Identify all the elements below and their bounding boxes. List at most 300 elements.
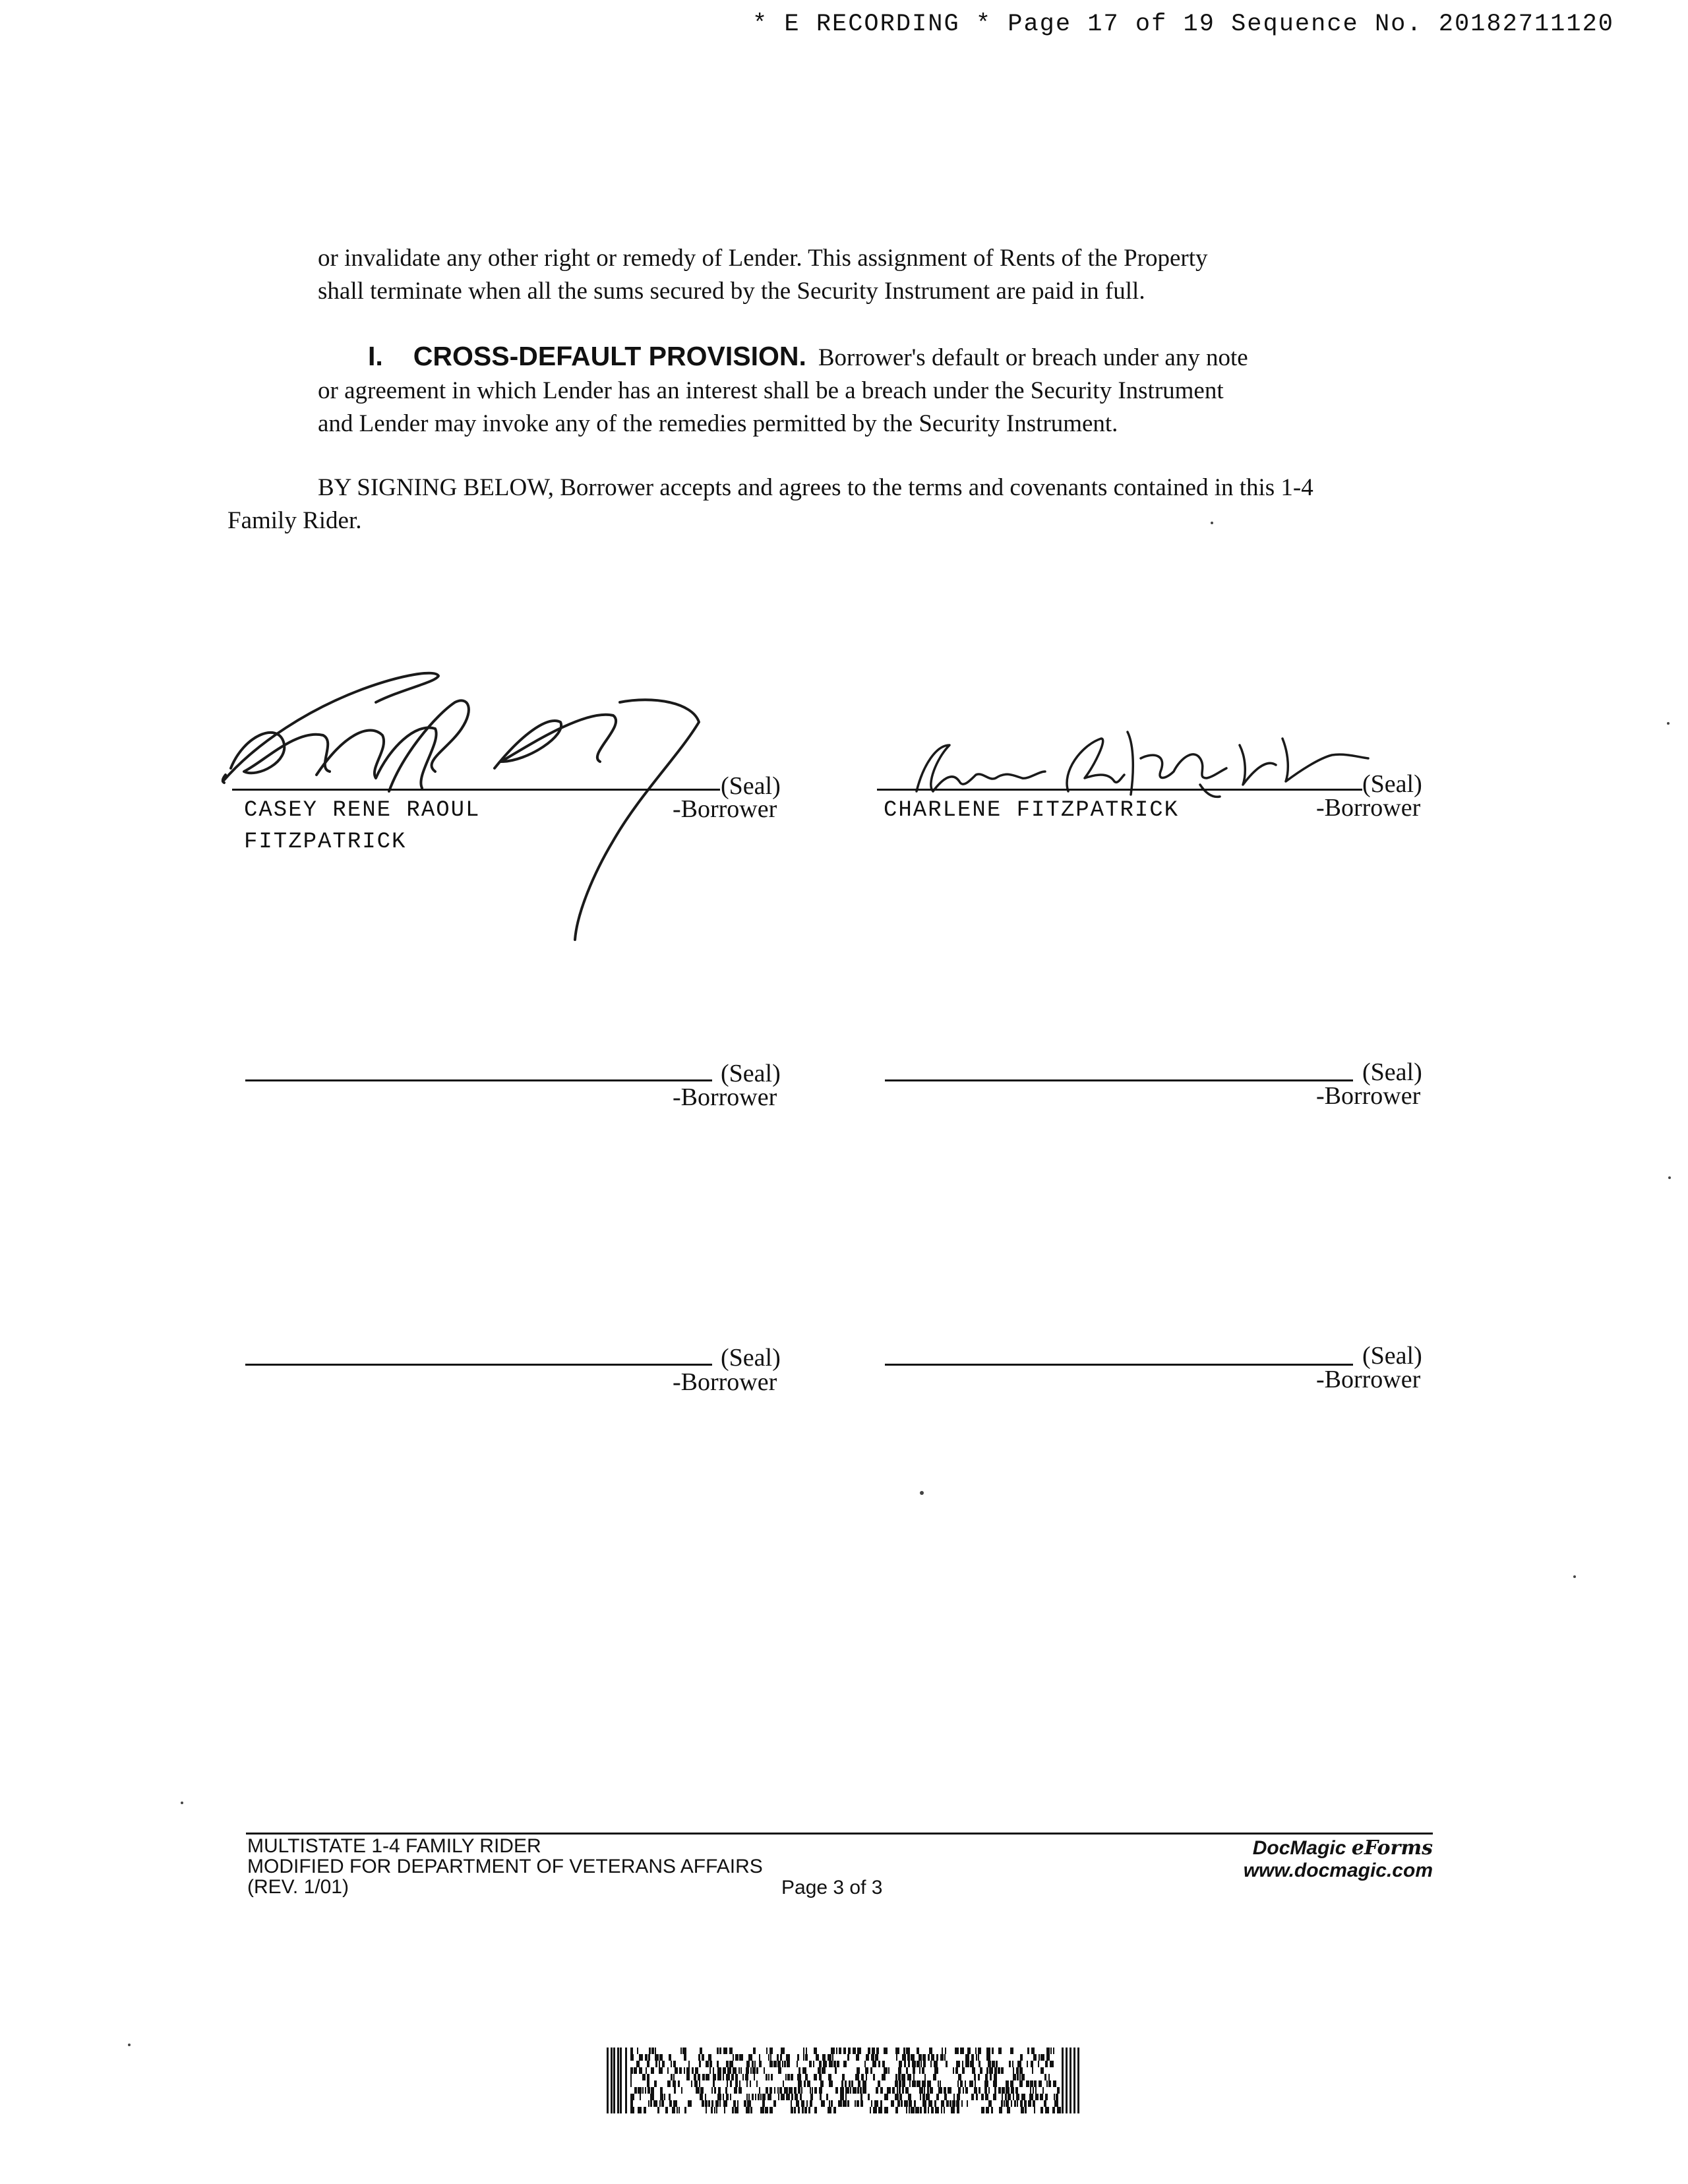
barcode-bar [880,2087,883,2094]
barcode-bar [1016,2067,1019,2074]
barcode-bar [795,2094,798,2100]
barcode-bar [851,2080,853,2087]
signer-name-line: FITZPATRICK [244,830,407,855]
barcode-bar [950,2100,951,2107]
barcode-bar [803,2048,804,2054]
barcode-bar [843,2048,846,2054]
barcode-bar [944,2107,945,2113]
barcode-bar [1017,2061,1021,2067]
barcode-bar [671,2061,672,2067]
barcode-bar [766,2087,768,2094]
barcode-bar [797,2061,798,2067]
barcode-bar [1044,2074,1046,2080]
barcode-bar [661,2100,664,2107]
barcode-bar [920,2061,922,2067]
barcode-bar [882,2074,886,2080]
barcode-bar [686,2067,690,2074]
barcode-bar [1070,2048,1071,2113]
barcode-bar [862,2080,866,2087]
barcode-bar [902,2080,905,2087]
barcode-bar [740,2067,742,2074]
barcode-bar [684,2067,685,2074]
barcode-bar [1006,2100,1009,2107]
barcode-bar [746,2061,750,2067]
barcode-bar [674,2087,676,2094]
seal-label: (Seal) [721,772,781,800]
paragraph-line: Borrower's default or breach under any note [818,344,1248,371]
barcode-bar [805,2074,808,2080]
barcode-bar [892,2087,895,2094]
barcode-bar [965,2054,969,2061]
barcode-bar [907,2074,911,2080]
barcode-bar [679,2067,682,2074]
barcode-bar [924,2107,926,2113]
barcode-bar [928,2100,932,2107]
barcode-bar [642,2087,644,2094]
barcode-bar [896,2054,897,2061]
barcode-bar [655,2054,659,2061]
barcode-bar [822,2067,826,2074]
barcode-bar [804,2080,806,2087]
barcode-bar [864,2061,866,2067]
barcode-bar [874,2100,878,2107]
barcode-bar [1048,2080,1051,2087]
barcode-bar [777,2087,779,2094]
barcode-bar [638,2087,642,2094]
barcode-bar [768,2074,769,2080]
barcode-bar [718,2087,721,2094]
barcode-bar [1024,2100,1027,2107]
barcode-bar [684,2054,686,2061]
barcode-bar [944,2094,947,2100]
barcode-bar [810,2087,811,2094]
barcode-bar [700,2094,703,2100]
barcode-bar [998,2087,1001,2094]
barcode-bar [750,2080,751,2087]
barcode-bar [895,2074,897,2080]
barcode-bar [791,2107,793,2113]
barcode-bar [1017,2074,1019,2080]
barcode-bar [940,2054,944,2061]
barcode-bar [765,2107,768,2113]
paragraph-line: BY SIGNING BELOW, Borrower accepts and agrees to the terms and covenants contained in this 1-4 [318,474,1313,501]
barcode-bar [831,2048,835,2054]
barcode-bar [837,2061,839,2067]
barcode-bar [785,2074,787,2080]
barcode-bar [809,2061,812,2067]
barcode-bar [813,2061,814,2067]
barcode-bar [805,2054,808,2061]
document-barcode [607,2048,1081,2113]
barcode-bar [816,2054,819,2061]
barcode-bar [791,2074,793,2080]
barcode-bar [784,2061,786,2067]
barcode-bar [1053,2080,1056,2087]
barcode-bar [673,2074,675,2080]
barcode-bar [747,2100,751,2107]
barcode-bar [647,2061,649,2067]
borrower-label: -Borrower [1316,794,1421,822]
barcode-bar [933,2074,936,2080]
seal-label: (Seal) [1362,1058,1422,1086]
barcode-bar [955,2067,958,2074]
barcode-bar [647,2080,649,2087]
barcode-bar [715,2100,719,2107]
barcode-bar [709,2061,712,2067]
barcode-bar [645,2054,648,2061]
barcode-bar [723,2094,724,2100]
barcode-bar [920,2107,922,2113]
barcode-bar [1013,2094,1014,2100]
barcode-bar [951,2107,955,2113]
barcode-bar [1019,2080,1023,2087]
barcode-bar [856,2054,859,2061]
barcode-bar [659,2061,660,2067]
barcode-bar [965,2061,969,2067]
barcode-bar [735,2054,738,2061]
barcode-bar [917,2080,920,2087]
barcode-bar [988,2087,990,2094]
page-number: Page 3 of 3 [781,1877,883,1898]
barcode-bar [956,2100,959,2107]
barcode-bar [650,2100,652,2107]
barcode-bar [726,2094,729,2100]
barcode-bar [754,2074,755,2080]
barcode-bar [922,2094,925,2100]
barcode-bar [706,2074,709,2080]
barcode-bar [1054,2094,1055,2100]
barcode-bar [906,2107,907,2113]
barcode-bar [1027,2048,1029,2054]
barcode-bar [914,2100,916,2107]
barcode-bar [711,2087,713,2094]
barcode-bar [730,2080,732,2087]
brand-suffix: eForms [1351,1836,1433,1860]
barcode-bar [808,2107,810,2113]
barcode-bar [989,2067,993,2074]
barcode-bar [978,2048,981,2054]
barcode-bar [733,2067,737,2074]
barcode-bar [706,2107,707,2113]
recording-header: * E RECORDING * Page 17 of 19 Sequence No. 20182711120 [752,11,1614,38]
barcode-bar [870,2107,871,2113]
barcode-bar [1011,2087,1014,2094]
barcode-bar [702,2054,704,2061]
barcode-bar [850,2087,851,2094]
barcode-bar [860,2094,862,2100]
seal-label: (Seal) [721,1060,781,1087]
barcode-bar [922,2067,924,2074]
barcode-bar [814,2087,817,2094]
barcode-bar [1053,2048,1054,2054]
barcode-bar [688,2061,690,2067]
barcode-bar [960,2048,964,2054]
barcode-bar [993,2080,997,2087]
barcode-bar [640,2094,641,2100]
barcode-bar [899,2080,901,2087]
barcode-bar [699,2061,701,2067]
barcode-bar [686,2074,690,2080]
barcode-bar [769,2061,773,2067]
barcode-bar [901,2074,905,2080]
barcode-bar [1021,2094,1025,2100]
barcode-bar [860,2100,863,2107]
barcode-bar [727,2067,731,2074]
barcode-bar [904,2100,908,2107]
barcode-bar [717,2061,719,2067]
barcode-bar [902,2087,904,2094]
barcode-bar [984,2087,987,2094]
barcode-bar [739,2054,743,2061]
barcode-bar [723,2048,727,2054]
barcode-bar [662,2061,665,2067]
barcode-bar [957,2094,960,2100]
barcode-bar [634,2087,637,2094]
barcode-bar [957,2080,959,2087]
barcode-bar [908,2061,910,2067]
barcode-bar [787,2061,790,2067]
barcode-bar [1007,2107,1010,2113]
barcode-bar [934,2100,936,2107]
barcode-bar [961,2100,963,2107]
barcode-bar [891,2100,894,2107]
barcode-bar [731,2074,734,2080]
barcode-bar [873,2107,877,2113]
barcode-bar [651,2067,654,2074]
barcode-bar [806,2100,808,2107]
barcode-bar [699,2080,700,2087]
barcode-bar [911,2107,915,2113]
barcode-bar [871,2100,872,2107]
barcode-bar [748,2054,752,2061]
barcode-bar [654,2080,657,2087]
barcode-bar [803,2054,804,2061]
paragraph-line: and Lender may invoke any of the remedies permitted by the Security Instrument. [318,410,1118,437]
barcode-bar [976,2094,978,2100]
barcode-bar [884,2094,888,2100]
barcode-bar [981,2094,984,2100]
barcode-bar [924,2074,926,2080]
barcode-bar [713,2074,716,2080]
barcode-bar [773,2100,776,2107]
barcode-bar [678,2107,680,2113]
barcode-bar [833,2107,836,2113]
barcode-bar [1033,2087,1034,2094]
barcode-bar [664,2094,665,2100]
barcode-bar [681,2087,682,2094]
borrower-label: -Borrower [673,1083,777,1111]
barcode-bar [845,2080,847,2087]
barcode-bar [1066,2048,1068,2113]
barcode-bar [975,2048,977,2054]
borrower-label: -Borrower [1316,1082,1421,1110]
barcode-bar [855,2100,856,2107]
barcode-bar [667,2080,671,2087]
barcode-bar [733,2054,734,2061]
barcode-bar [784,2087,788,2094]
barcode-bar [992,2048,994,2054]
barcode-bar [899,2094,902,2100]
section-title: CROSS-DEFAULT PROVISION. [413,341,806,371]
barcode-bar [898,2074,901,2080]
barcode-bar [884,2107,888,2113]
barcode-bar [648,2054,650,2061]
barcode-bar [759,2054,760,2061]
barcode-bar [831,2100,833,2107]
barcode-bar [820,2094,822,2100]
barcode-bar [799,2067,800,2074]
barcode-bar [908,2094,911,2100]
barcode-bar [651,2087,654,2094]
barcode-bar [922,2100,926,2107]
barcode-bar [804,2107,807,2113]
barcode-bar [651,2048,654,2054]
barcode-bar [965,2087,968,2094]
barcode-bar [724,2107,725,2113]
barcode-bar [702,2074,705,2080]
barcode-bar [1046,2048,1050,2054]
barcode-bar [967,2048,971,2054]
barcode-bar [646,2067,647,2074]
barcode-bar [1005,2094,1007,2100]
barcode-bar [986,2107,989,2113]
barcode-bar [994,2067,997,2074]
barcode-bar [842,2074,845,2080]
barcode-bar [929,2048,932,2054]
barcode-bar [1028,2100,1031,2107]
barcode-bar [636,2061,640,2067]
barcode-bar [1030,2080,1033,2087]
barcode-bar [847,2100,849,2107]
barcode-bar [1054,2100,1058,2107]
barcode-bar [669,2100,672,2107]
barcode-bar [698,2054,700,2061]
barcode-bar [975,2080,976,2087]
barcode-bar [1057,2107,1061,2113]
barcode-bar [630,2094,634,2100]
barcode-bar [1016,2094,1019,2100]
barcode-bar [882,2061,885,2067]
barcode-bar [1033,2054,1037,2061]
barcode-bar [778,2094,779,2100]
brand-url[interactable]: www.docmagic.com [1243,1860,1433,1881]
barcode-bar [752,2067,756,2074]
barcode-bar [698,2074,700,2080]
barcode-bar [734,2087,737,2094]
barcode-bar [713,2067,714,2074]
barcode-bar [872,2061,876,2067]
barcode-bar [868,2048,870,2054]
barcode-bar [927,2080,931,2087]
barcode-bar [798,2080,802,2087]
barcode-bar [1027,2061,1028,2067]
barcode-bar [798,2087,800,2094]
barcode-bar [826,2094,828,2100]
barcode-bar [1044,2100,1046,2107]
barcode-bar [931,2054,934,2061]
barcode-bar [659,2067,663,2074]
barcode-bar [1031,2048,1035,2054]
barcode-bar [764,2067,765,2074]
barcode-bar [906,2048,910,2054]
barcode-bar [750,2107,752,2113]
barcode-bar [732,2107,734,2113]
barcode-bar [779,2087,782,2094]
barcode-bar [930,2087,933,2094]
barcode-bar [928,2107,929,2113]
barcode-bar [919,2054,922,2061]
barcode-bar [845,2087,849,2094]
barcode-bar [936,2054,938,2061]
barcode-bar [1046,2080,1048,2087]
barcode-bar [727,2080,728,2087]
barcode-bar [768,2094,771,2100]
barcode-bar [832,2054,833,2061]
barcode-bar [714,2107,715,2113]
barcode-bar [880,2100,882,2107]
barcode-bar [769,2107,773,2113]
barcode-bar [630,2107,634,2113]
barcode-bar [862,2087,866,2094]
barcode-bar [828,2107,831,2113]
barcode-bar [946,2100,949,2107]
barcode-bar [903,2048,905,2054]
barcode-bar [840,2087,844,2094]
barcode-bar [719,2048,721,2054]
barcode-bar [839,2048,841,2054]
barcode-bar [706,2061,709,2067]
barcode-bar [895,2080,898,2087]
barcode-bar [723,2074,724,2080]
paragraph-line: or invalidate any other right or remedy of Lender. This assignment of Rents of the Property [318,245,1208,272]
barcode-bar [669,2094,671,2100]
barcode-bar [800,2094,802,2100]
barcode-bar [915,2107,919,2113]
barcode-bar [667,2067,669,2074]
barcode-bar [845,2094,847,2100]
barcode-bar [978,2074,980,2080]
barcode-bar [1025,2107,1027,2113]
barcode-bar [978,2054,979,2061]
barcode-bar [802,2067,806,2074]
barcode-bar [705,2100,708,2107]
barcode-bar [1001,2067,1004,2074]
barcode-bar [962,2067,965,2074]
barcode-bar [700,2048,702,2054]
barcode-bar [922,2054,926,2061]
barcode-bar [985,2074,988,2080]
barcode-bar [1040,2054,1044,2061]
barcode-bar [986,2054,990,2061]
barcode-bar [708,2100,710,2107]
barcode-bar [810,2100,812,2107]
barcode-bar [919,2087,923,2094]
barcode-bar [928,2054,930,2061]
barcode-bar [1032,2067,1033,2074]
barcode-bar [672,2107,675,2113]
brand-name: DocMagic [1252,1837,1346,1859]
barcode-bar [738,2067,740,2074]
barcode-bar [913,2067,915,2074]
barcode-bar [988,2061,991,2067]
barcode-bar [789,2087,793,2094]
barcode-bar [909,2100,912,2107]
barcode-bar [990,2074,992,2080]
barcode-bar [853,2087,857,2094]
barcode-bar [694,2074,696,2080]
barcode-bar [729,2061,733,2067]
barcode-bar [756,2067,758,2074]
